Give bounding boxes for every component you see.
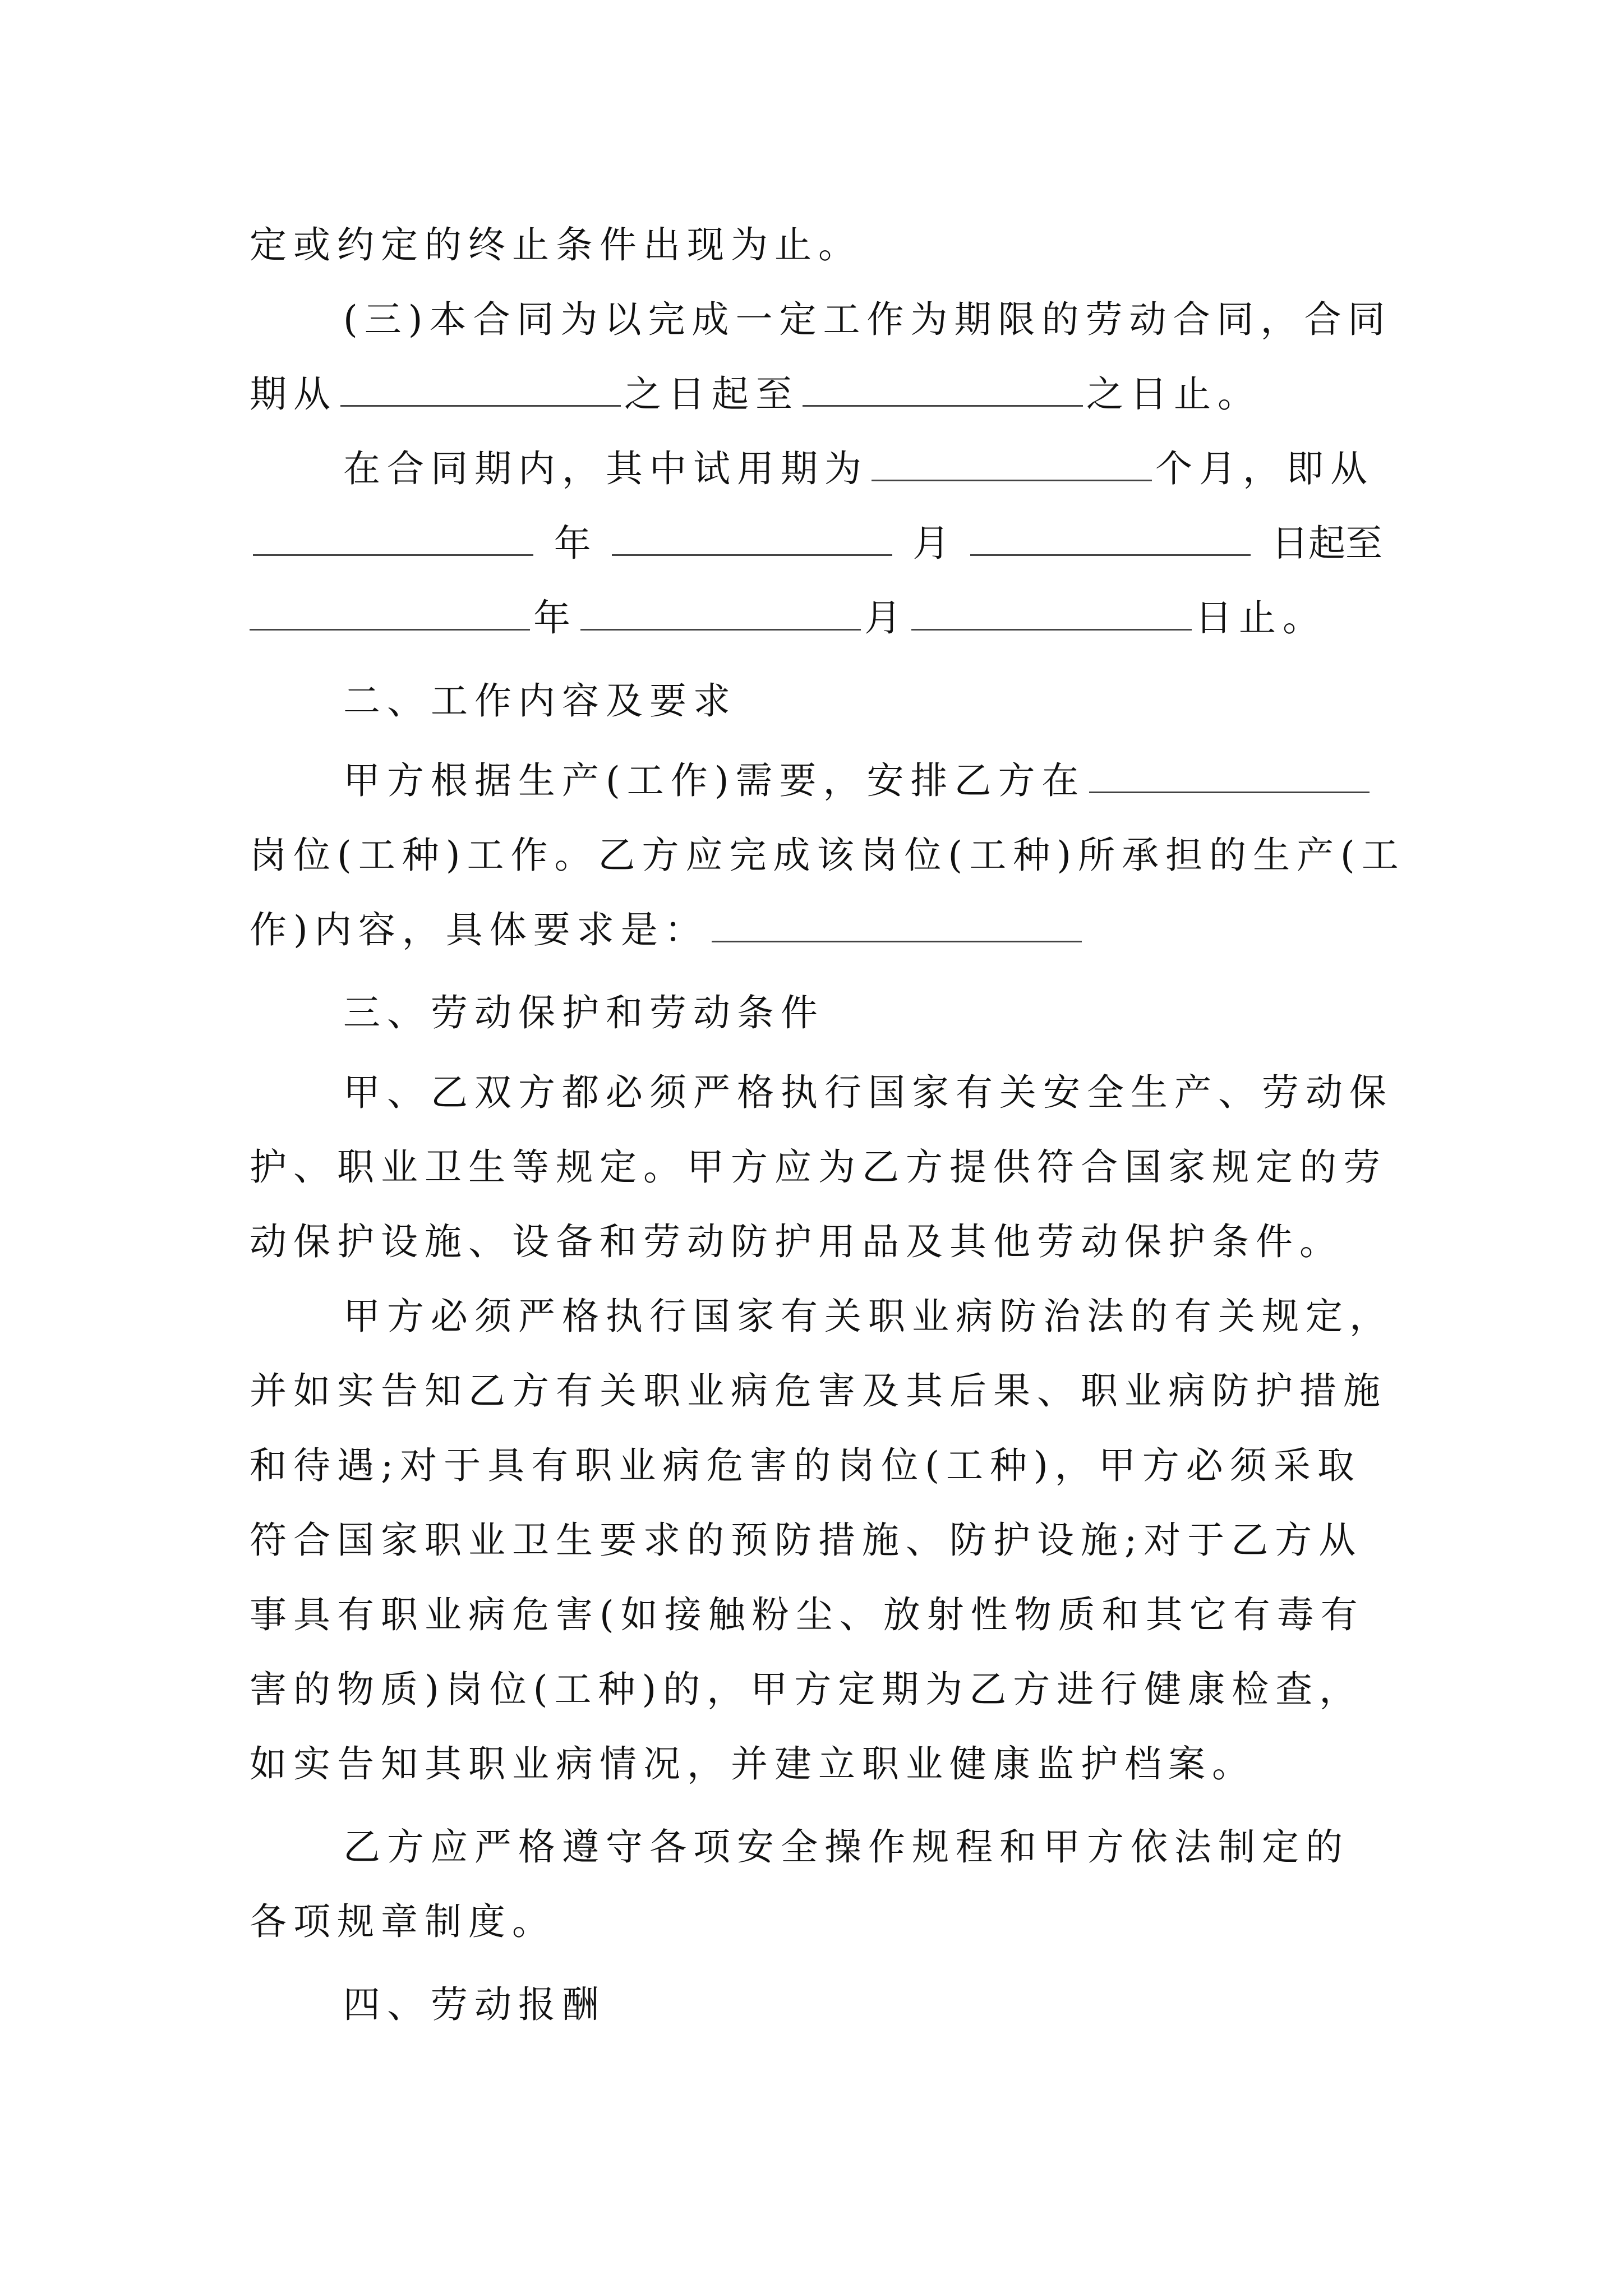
text-fragment: 个月，即从 xyxy=(1155,447,1374,490)
text-line xyxy=(343,438,1382,500)
text-line: 乙方应严格遵守各项安全操作规程和甲方依法制定的 xyxy=(343,1825,1349,1869)
text-line: 岗位(工种)工作。乙方应完成该岗位(工种)所承担的生产(工 xyxy=(250,834,1405,877)
text-fragment: 期从 xyxy=(250,372,337,416)
text-line: 事具有职业病危害(如接触粉尘、放射性物质和其它有毒有 xyxy=(250,1593,1364,1636)
blank-field xyxy=(612,513,892,556)
blank-field xyxy=(253,513,533,556)
text-line xyxy=(250,364,1382,425)
text-line: 定或约定的终止条件出现为止。 xyxy=(250,223,862,266)
blank-field xyxy=(803,364,1083,407)
section-heading: 四、劳动报酬 xyxy=(343,1983,606,2026)
text-fragment: 日止。 xyxy=(1195,596,1326,639)
blank-field xyxy=(970,513,1251,556)
blank-field xyxy=(872,438,1152,481)
blank-field xyxy=(1089,750,1370,793)
text-fragment: 之日起至 xyxy=(624,372,799,416)
text-line: 甲方必须严格执行国家有关职业病防治法的有关规定， xyxy=(343,1295,1393,1338)
blank-field xyxy=(911,587,1192,631)
text-fragment: 月 xyxy=(912,522,950,565)
text-line xyxy=(343,750,1382,812)
text-line: 害的物质)岗位(工种)的，甲方定期为乙方进行健康检查， xyxy=(250,1668,1363,1711)
text-line: (三)本合同为以完成一定工作为期限的劳动合同，合同 xyxy=(343,298,1392,341)
text-fragment: 月 xyxy=(864,596,908,639)
text-line: 甲、乙双方都必须严格执行国家有关安全生产、劳动保 xyxy=(343,1071,1393,1114)
text-fragment: 作)内容，具体要求是： xyxy=(250,908,708,951)
blank-field xyxy=(580,587,861,631)
text-line: 和待遇;对于具有职业病危害的岗位(工种)，甲方必须采取 xyxy=(250,1444,1361,1487)
text-line: 符合国家职业卫生要求的预防措施、防护设施;对于乙方从 xyxy=(250,1519,1363,1562)
blank-field xyxy=(250,587,530,631)
text-line: 护、职业卫生等规定。甲方应为乙方提供符合国家规定的劳 xyxy=(250,1145,1387,1189)
text-line xyxy=(250,899,1382,961)
text-fragment: 之日止。 xyxy=(1086,372,1261,416)
text-line xyxy=(250,587,1382,649)
text-fragment: 甲方根据生产(工作)需要，安排乙方在 xyxy=(343,759,1086,802)
blank-field xyxy=(712,899,1082,942)
text-fragment: 年 xyxy=(533,596,577,639)
text-line: 动保护设施、设备和劳动防护用品及其他劳动保护条件。 xyxy=(250,1220,1343,1263)
text-fragment: 在合同期内，其中试用期为 xyxy=(343,447,868,490)
text-line: 各项规章制度。 xyxy=(250,1900,556,1943)
text-fragment: 年 xyxy=(554,522,591,565)
text-line: 并如实告知乙方有关职业病危害及其后果、职业病防护措施 xyxy=(250,1369,1387,1412)
section-heading: 二、工作内容及要求 xyxy=(343,679,737,723)
text-line: 如实告知其职业病情况，并建立职业健康监护档案。 xyxy=(250,1742,1256,1786)
blank-field xyxy=(340,364,621,407)
text-fragment: 日起至 xyxy=(1271,522,1382,565)
section-heading: 三、劳动保护和劳动条件 xyxy=(343,991,824,1034)
text-line xyxy=(250,513,1382,574)
